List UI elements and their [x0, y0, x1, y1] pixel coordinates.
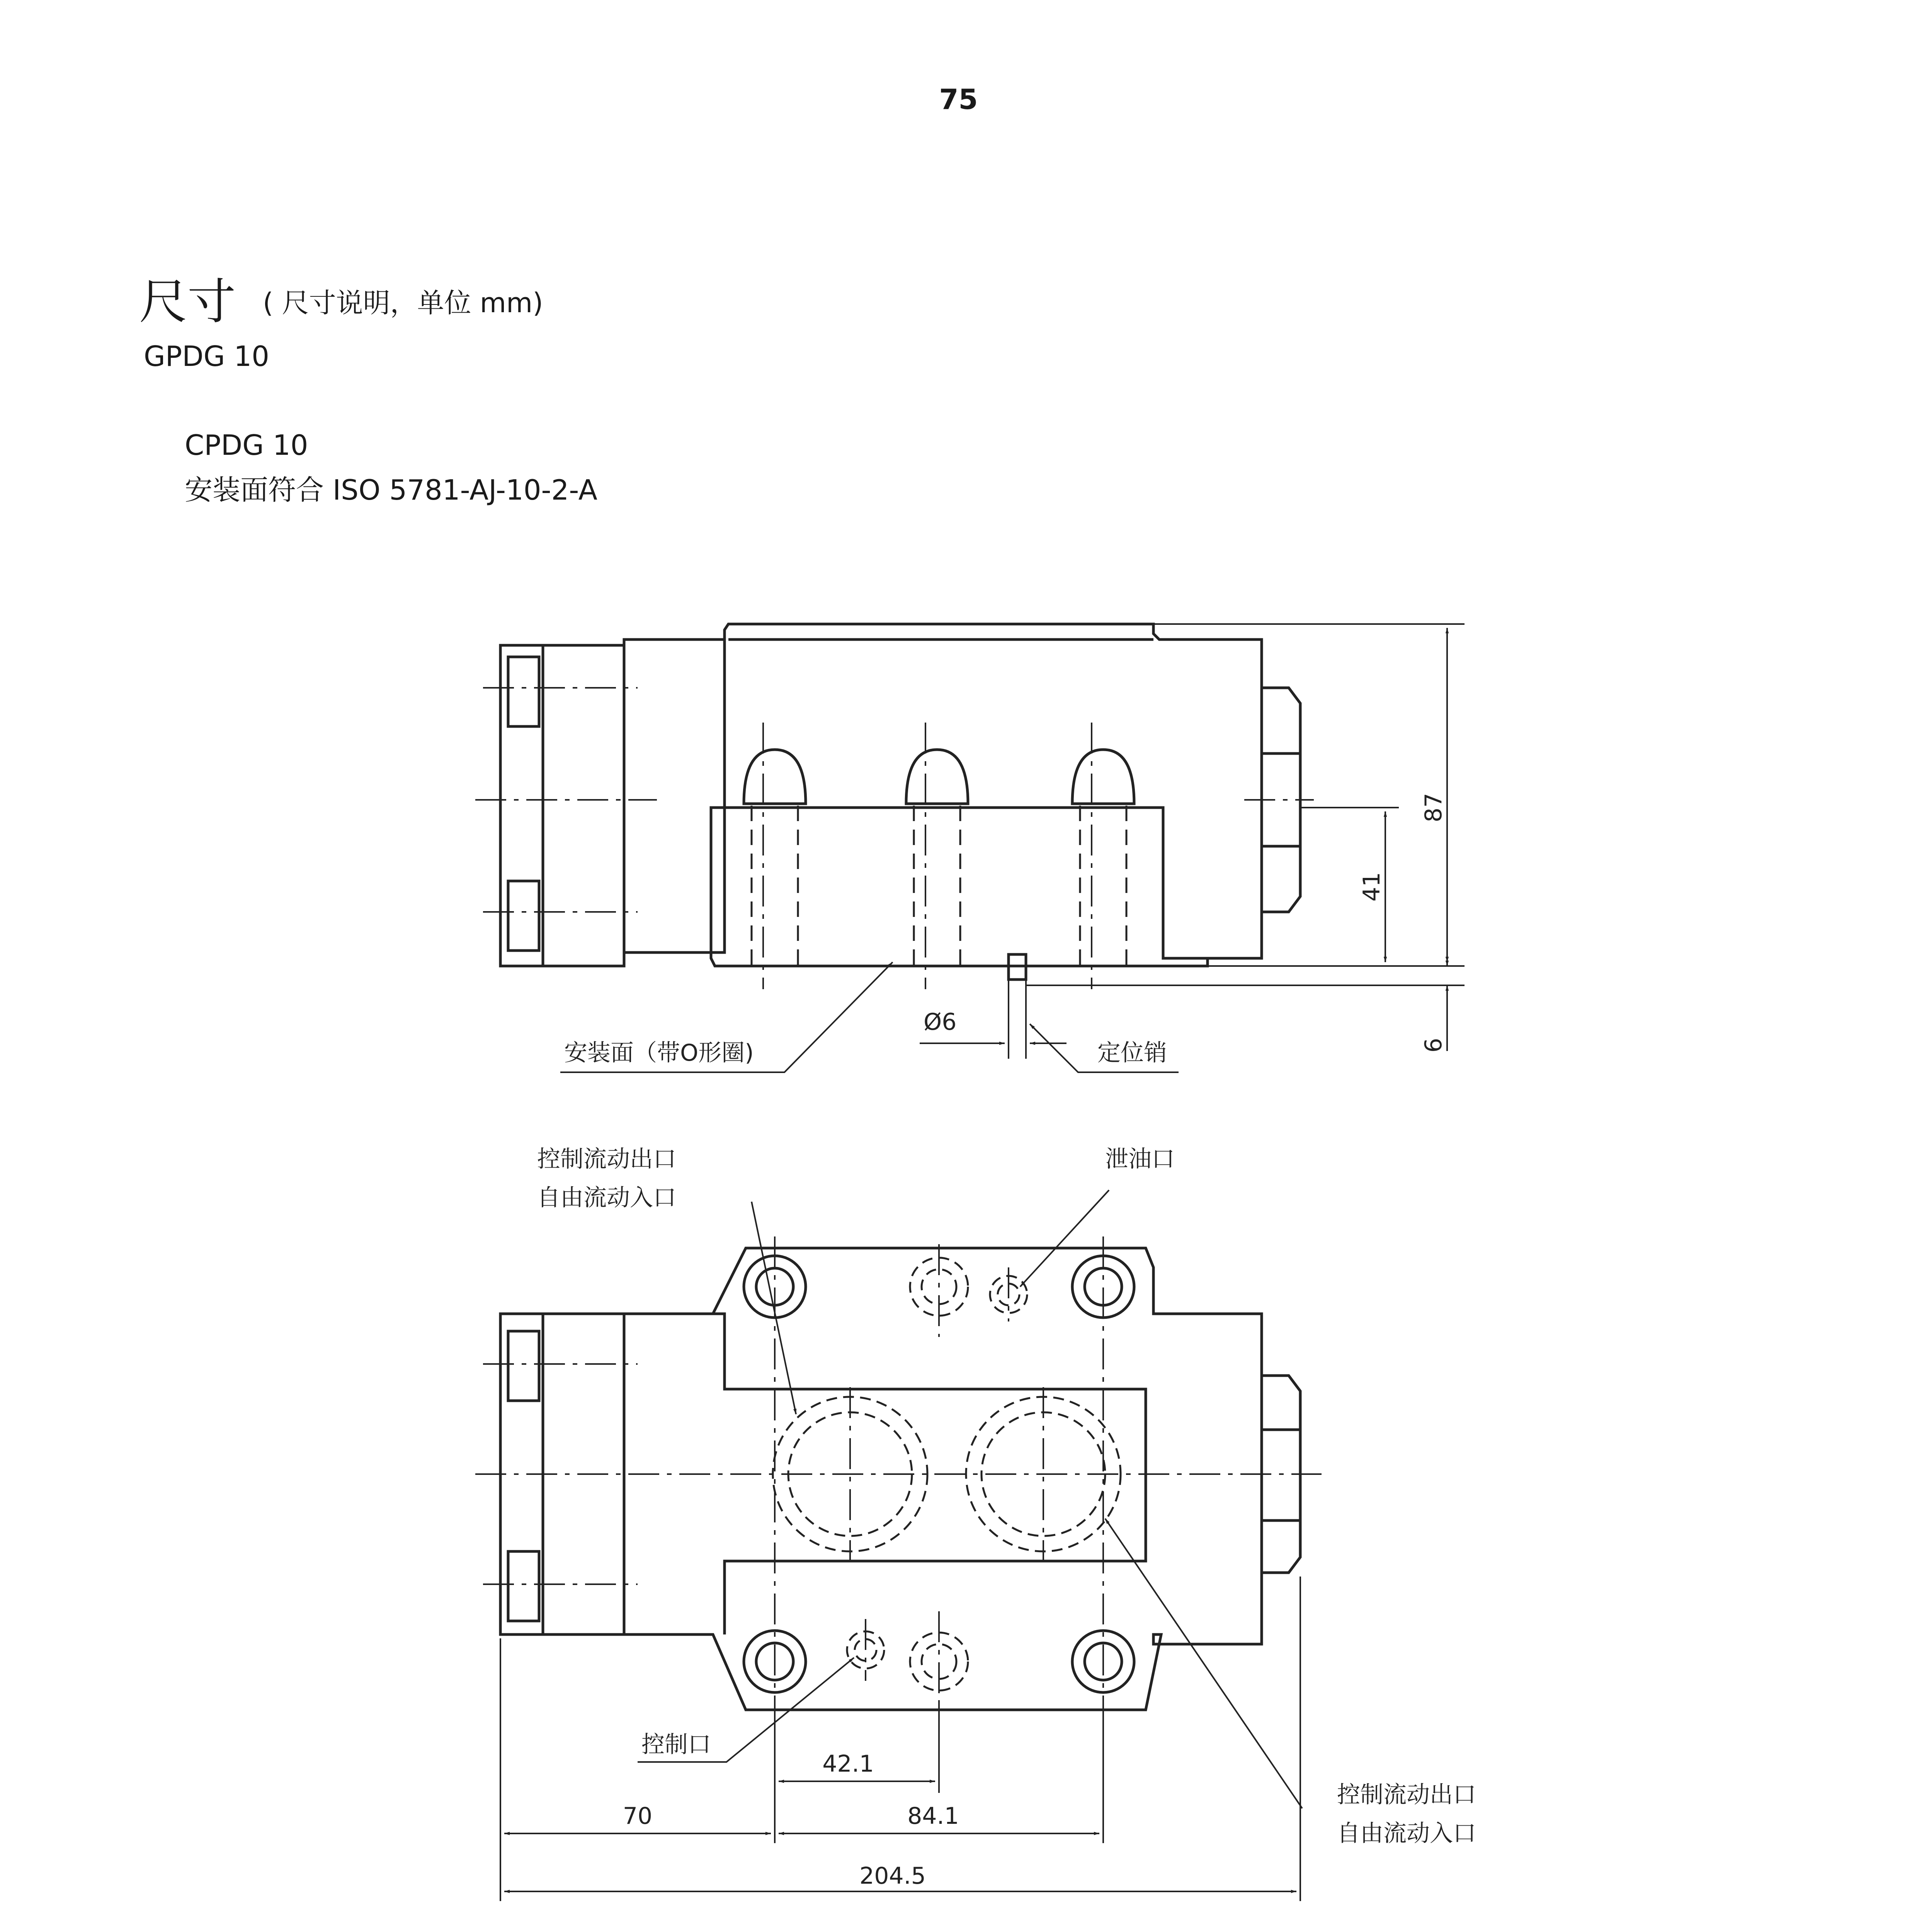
label-mounting-face: 安装面（带O形圈): [564, 1039, 754, 1066]
model-label: GPDG 10: [144, 340, 269, 372]
dim-42-1: 42.1: [822, 1750, 874, 1777]
label-free-flow-in-2: 自由流动入口: [1337, 1820, 1476, 1847]
label-drain-port: 泄油口: [1105, 1146, 1175, 1173]
label-control-flow-out-1: 控制流动出口: [537, 1146, 676, 1173]
dim-pin-diameter: Ø6: [924, 1009, 957, 1036]
dim-87: 87: [1420, 793, 1447, 823]
dim-204-5: 204.5: [859, 1862, 926, 1889]
dim-41: 41: [1358, 872, 1385, 902]
sub-model-label: CPDG 10: [185, 429, 308, 461]
dim-6: 6: [1420, 1037, 1447, 1053]
section-title: 尺寸: [139, 274, 236, 330]
dim-84-1: 84.1: [907, 1803, 959, 1830]
label-control-port: 控制口: [641, 1731, 711, 1758]
dim-70: 70: [623, 1803, 653, 1830]
label-control-flow-out-2: 控制流动出口: [1337, 1781, 1476, 1808]
section-note: ( 尺寸说明，单位 mm): [263, 287, 543, 319]
iso-standard-line: 安装面符合 ISO 5781-AJ-10-2-A: [185, 474, 597, 506]
label-locating-pin: 定位销: [1097, 1039, 1167, 1066]
page-number: 75: [939, 83, 978, 116]
label-free-flow-in-1: 自由流动入口: [537, 1184, 676, 1211]
